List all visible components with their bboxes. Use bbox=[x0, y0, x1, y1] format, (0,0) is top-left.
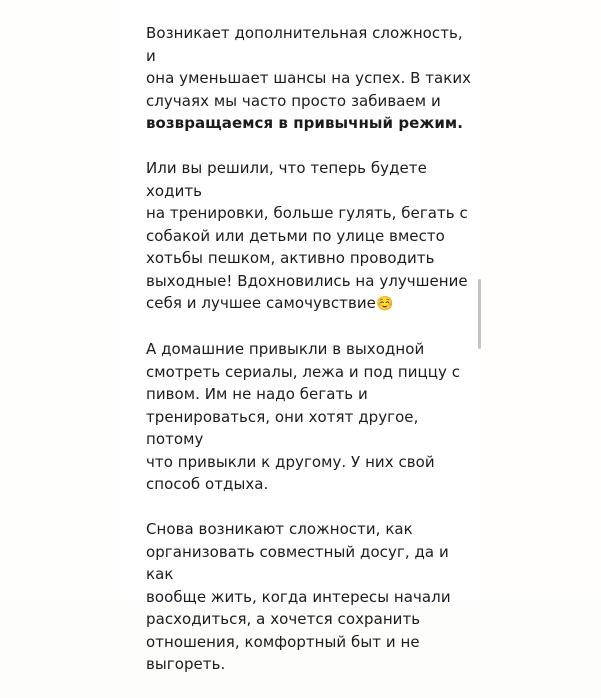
paragraph-2-text: Или вы решили, что теперь будете ходить на тренировки, больше гулять, бегать с собакой или детьми по улице вместо хотьбы пешком, активно проводить выходные! Вдохновились на улучшение себя и лучшее самочувствие bbox=[146, 159, 468, 312]
paragraph-1 bbox=[146, 22, 476, 135]
left-margin bbox=[0, 0, 120, 600]
paragraph-3-text: А домашние привыкли в выходной смотреть сериалы, лежа и под пиццу с пивом. Им не надо бегать и тренироваться, они хотят другое, потому что привыкли к другому. У них свой способ отдыха. bbox=[146, 340, 461, 493]
article-body bbox=[146, 22, 476, 698]
paragraph-4-text: Снова возникают сложности, как организовать совместный досуг, да и как вообще жить, когда интересы начали расходиться, а хочется сохранить отношения, комфортный быт и не выгореть. bbox=[146, 520, 451, 673]
scrollbar-thumb[interactable] bbox=[478, 279, 481, 349]
paragraph-1-text: Возникает дополнительная сложность, и она уменьшает шансы на успех. В таких случаях мы часто просто забиваем и bbox=[146, 24, 472, 110]
smiling-face-icon: ☺️ bbox=[375, 296, 394, 312]
paragraph-1-bold-text: возвращаемся в привычный режим. bbox=[146, 114, 463, 132]
paragraph-4 bbox=[146, 518, 476, 676]
paragraph-2 bbox=[146, 157, 476, 316]
right-margin bbox=[482, 0, 601, 600]
paragraph-3 bbox=[146, 338, 476, 496]
